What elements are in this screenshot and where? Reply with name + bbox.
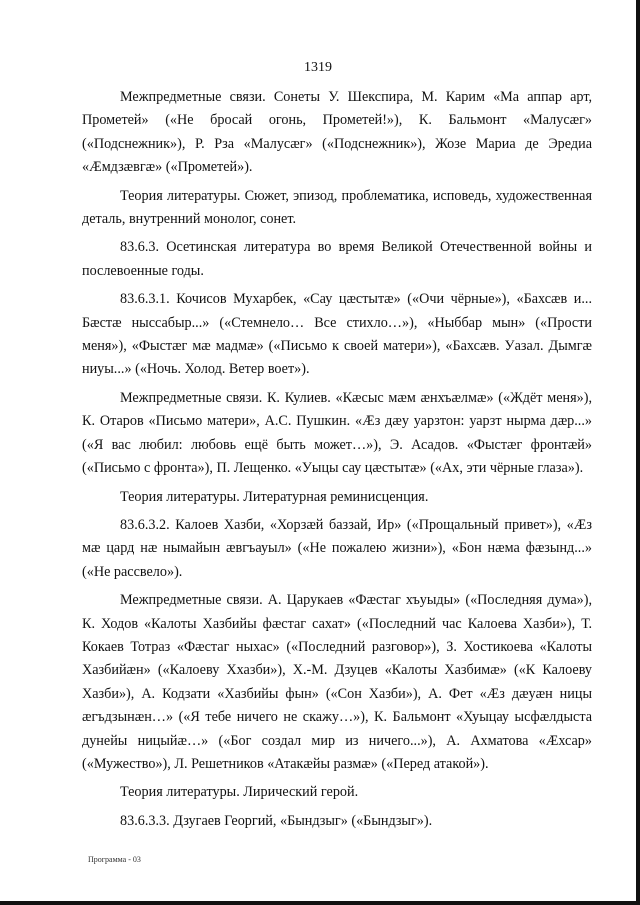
paragraph-section-83-6-3-2: 83.6.3.2. Калоев Хазби, «Хорзæй баззай, Ир» («Прощальный привет»), «Æз мæ цард нæ нымайын æвгъауыл» («Не пожалею жизни»), «Бон нæма фæзынд...» («Не рассвело»). [82,516,592,580]
paragraph-section-83-6-3: 83.6.3. Осетинская литература во время Великой Отечественной войны и послевоенные годы. [82,239,592,279]
paragraph-theory-plot: Теория литературы. Сюжет, эпизод, проблематика, исповедь, художественная деталь, внутренний монолог, сонет. [82,187,592,228]
paragraph-theory-lyric-hero: Теория литературы. Лирический герой. [120,784,359,801]
paragraph-theory-reminiscence: Теория литературы. Литературная реминисценция. [120,488,429,505]
page-footer: Программа - 03 [88,855,141,864]
main-text [82,86,592,838]
paragraph-section-83-6-3-3: 83.6.3.3. Дзугаев Георгий, «Бындзыг» («Бындзыг»). [120,812,433,829]
paragraph-section-83-6-3-1: 83.6.3.1. Кочисов Мухарбек, «Сау цæстытæ» («Очи чёрные»), «Бахсæв и... Бæстæ ныссабыр...» («Стемнело… Все стихло…»), «Ныббар мын» («Прости меня»), «Фыстæг мæ мадмæ» («Письмо к своей матери»), «Бахсæв. Уазал. Дымгæ ниуы...» («Ночь. Холод. Ветер воет»). [82,291,592,378]
paragraph-intersubject-tsarukaev: Межпредметные связи. А. Царукаев «Фæстаг хъуыды» («Последняя дума»), К. Ходов «Калоты Хазбийы фæстаг сахат» («Последний час Калоева Хазби»), Т. Кокаев Тотраз «Фæстаг ныхас» («Последний разговор»), З. Хостикоева «Калоты Хазбийæн» («Калоеву Ххазби»), Х.-М. Дзуцев «Калоты Хазбимæ» («К Калоеву Хазби»), А. Кодзати «Хазбийы фын» («Сон Хазби»), А. Фет «Æз дæуæн ницы æгъдзынæн…» («Я тебе ничего не скажу…»), К. Бальмонт «Хуыцау ысфæлдыста дунейы ницыйæ…» («Бог создал мир из ничего...»), А. Ахматова «Æхсар» («Мужество»), Л. Решетников «Атакæйы размæ» («Перед атакой»). [82,592,592,772]
paragraph-intersubject-sonnets: Межпредметные связи. Сонеты У. Шекспира, М. Карим «Ма аппар арт, Прометей» («Не бросай огонь, Прометей!»), К. Бальмонт «Малусæг» («Подснежник»), Р. Рза «Малусæг» («Подснежник»), Жозе Мариа де Эредиа «Æмдзæвгæ» («Прометей»). [82,89,592,176]
paragraph-intersubject-kuliev: Межпредметные связи. К. Кулиев. «Кæсыс мæм æнхъæлмæ» («Ждёт меня»), К. Отаров «Письмо матери», А.С. Пушкин. «Æз дæу уарзтон: уарзт нырма дæр...» («Я вас любил: любовь ещё быть может…»), Э. Асадов. «Фыстæг фронтæй» («Письмо с фронта»), П. Лещенко. «Уыцы сау цæстытæ» («Ах, эти чёрные глаза»). [82,389,592,477]
page-number: 1319 [304,60,332,75]
